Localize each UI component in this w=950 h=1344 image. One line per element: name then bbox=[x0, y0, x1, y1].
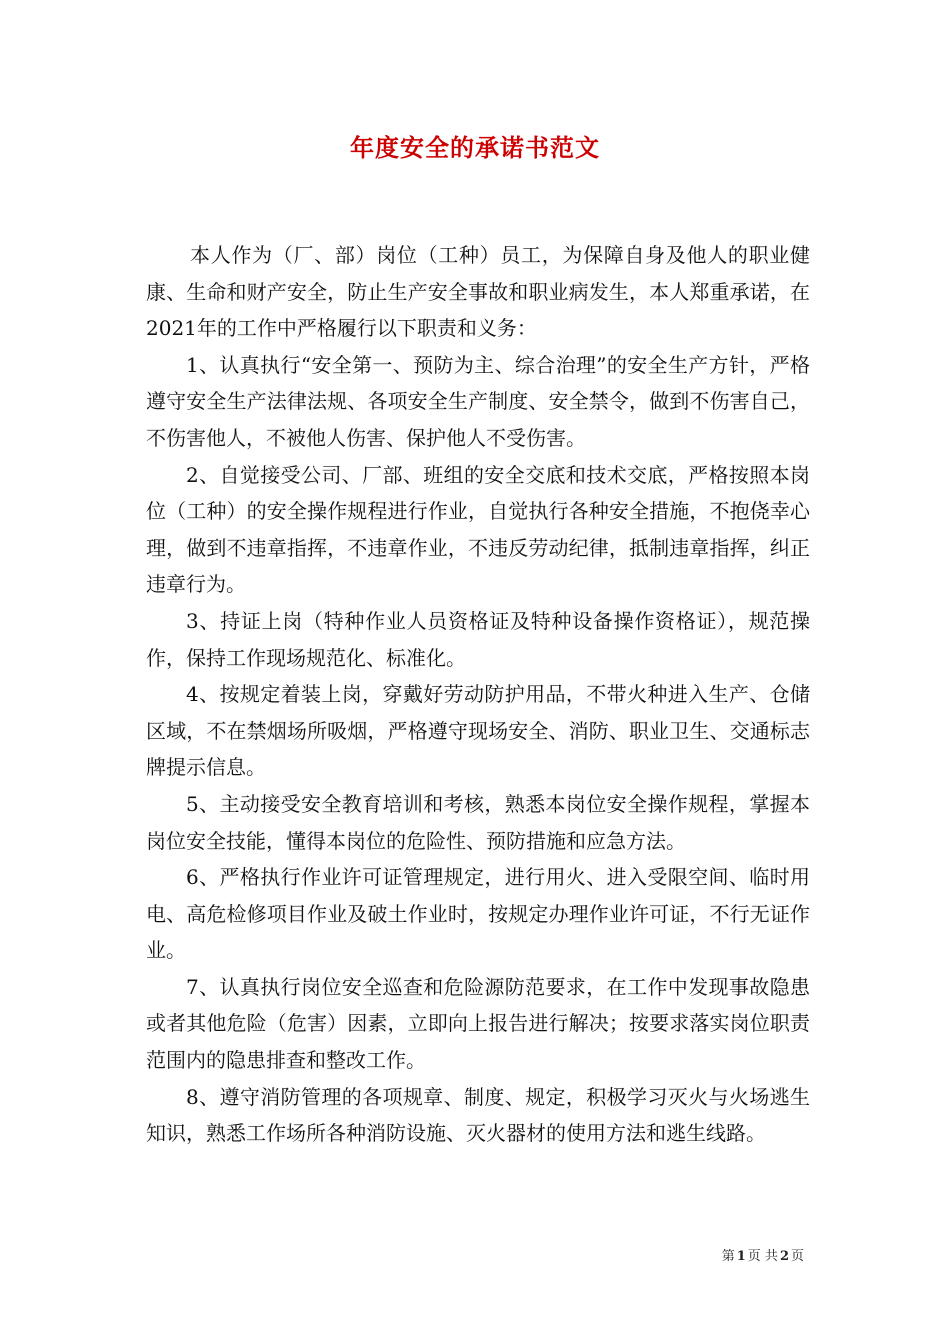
clause-7-paragraph: 7、认真执行岗位安全巡查和危险源防范要求，在工作中发现事故隐患或者其他危险（危害）因素，立即向上报告进行解决；按要求落实岗位职责范围内的隐患排查和整改工作。 bbox=[146, 974, 810, 1073]
intro-paragraph: 本人作为（厂、部）岗位（工种）员工，为保障自身及他人的职业健康、生命和财产安全，防止生产安全事故和职业病发生，本人郑重承诺，在2021年的工作中严格履行以下职责和义务： bbox=[146, 243, 810, 341]
document-body bbox=[146, 237, 810, 1152]
clause-6-paragraph: 6、严格执行作业许可证管理规定，进行用火、进入受限空间、临时用电、高危检修项目作业及破土作业时，按规定办理作业许可证，不行无证作业。 bbox=[146, 865, 810, 963]
clause-3-paragraph: 3、持证上岗（特种作业人员资格证及特种设备操作资格证），规范操作，保持工作现场规范化、标准化。 bbox=[146, 608, 810, 670]
footer-prefix: 第 bbox=[721, 1249, 735, 1264]
footer-middle: 页 共 bbox=[747, 1249, 778, 1264]
document-title: 年度安全的承诺书范文 bbox=[350, 133, 600, 162]
footer-suffix: 页 bbox=[790, 1249, 804, 1264]
clause-2-paragraph: 2、自觉接受公司、厂部、班组的安全交底和技术交底，严格按照本岗位（工种）的安全操作规程进行作业，自觉执行各种安全措施，不抱侥幸心理，做到不违章指挥，不违章作业，不违反劳动纪律，抵制违章指挥，纠正违章行为。 bbox=[146, 462, 810, 597]
clause-1-paragraph: 1、认真执行“安全第一、预防为主、综合治理”的安全生产方针，严格遵守安全生产法律法规、各项安全生产制度、安全禁令，做到不伤害自己，不伤害他人，不被他人伤害、保护他人不受伤害。 bbox=[146, 352, 810, 450]
page-number-footer bbox=[722, 1247, 804, 1267]
clause-5-paragraph: 5、主动接受安全教育培训和考核，熟悉本岗位安全操作规程，掌握本岗位安全技能，懂得本岗位的危险性、预防措施和应急方法。 bbox=[146, 791, 810, 853]
clause-8-paragraph: 8、遵守消防管理的各项规章、制度、规定，积极学习灭火与火场逃生知识，熟悉工作场所各种消防设施、灭火器材的使用方法和逃生线路。 bbox=[146, 1084, 810, 1146]
current-page-number: 1 bbox=[736, 1249, 746, 1264]
total-page-number: 2 bbox=[779, 1249, 789, 1264]
clause-4-paragraph: 4、按规定着装上岗，穿戴好劳动防护用品，不带火种进入生产、仓储区域，不在禁烟场所吸烟，严格遵守现场安全、消防、职业卫生、交通标志牌提示信息。 bbox=[146, 682, 810, 780]
